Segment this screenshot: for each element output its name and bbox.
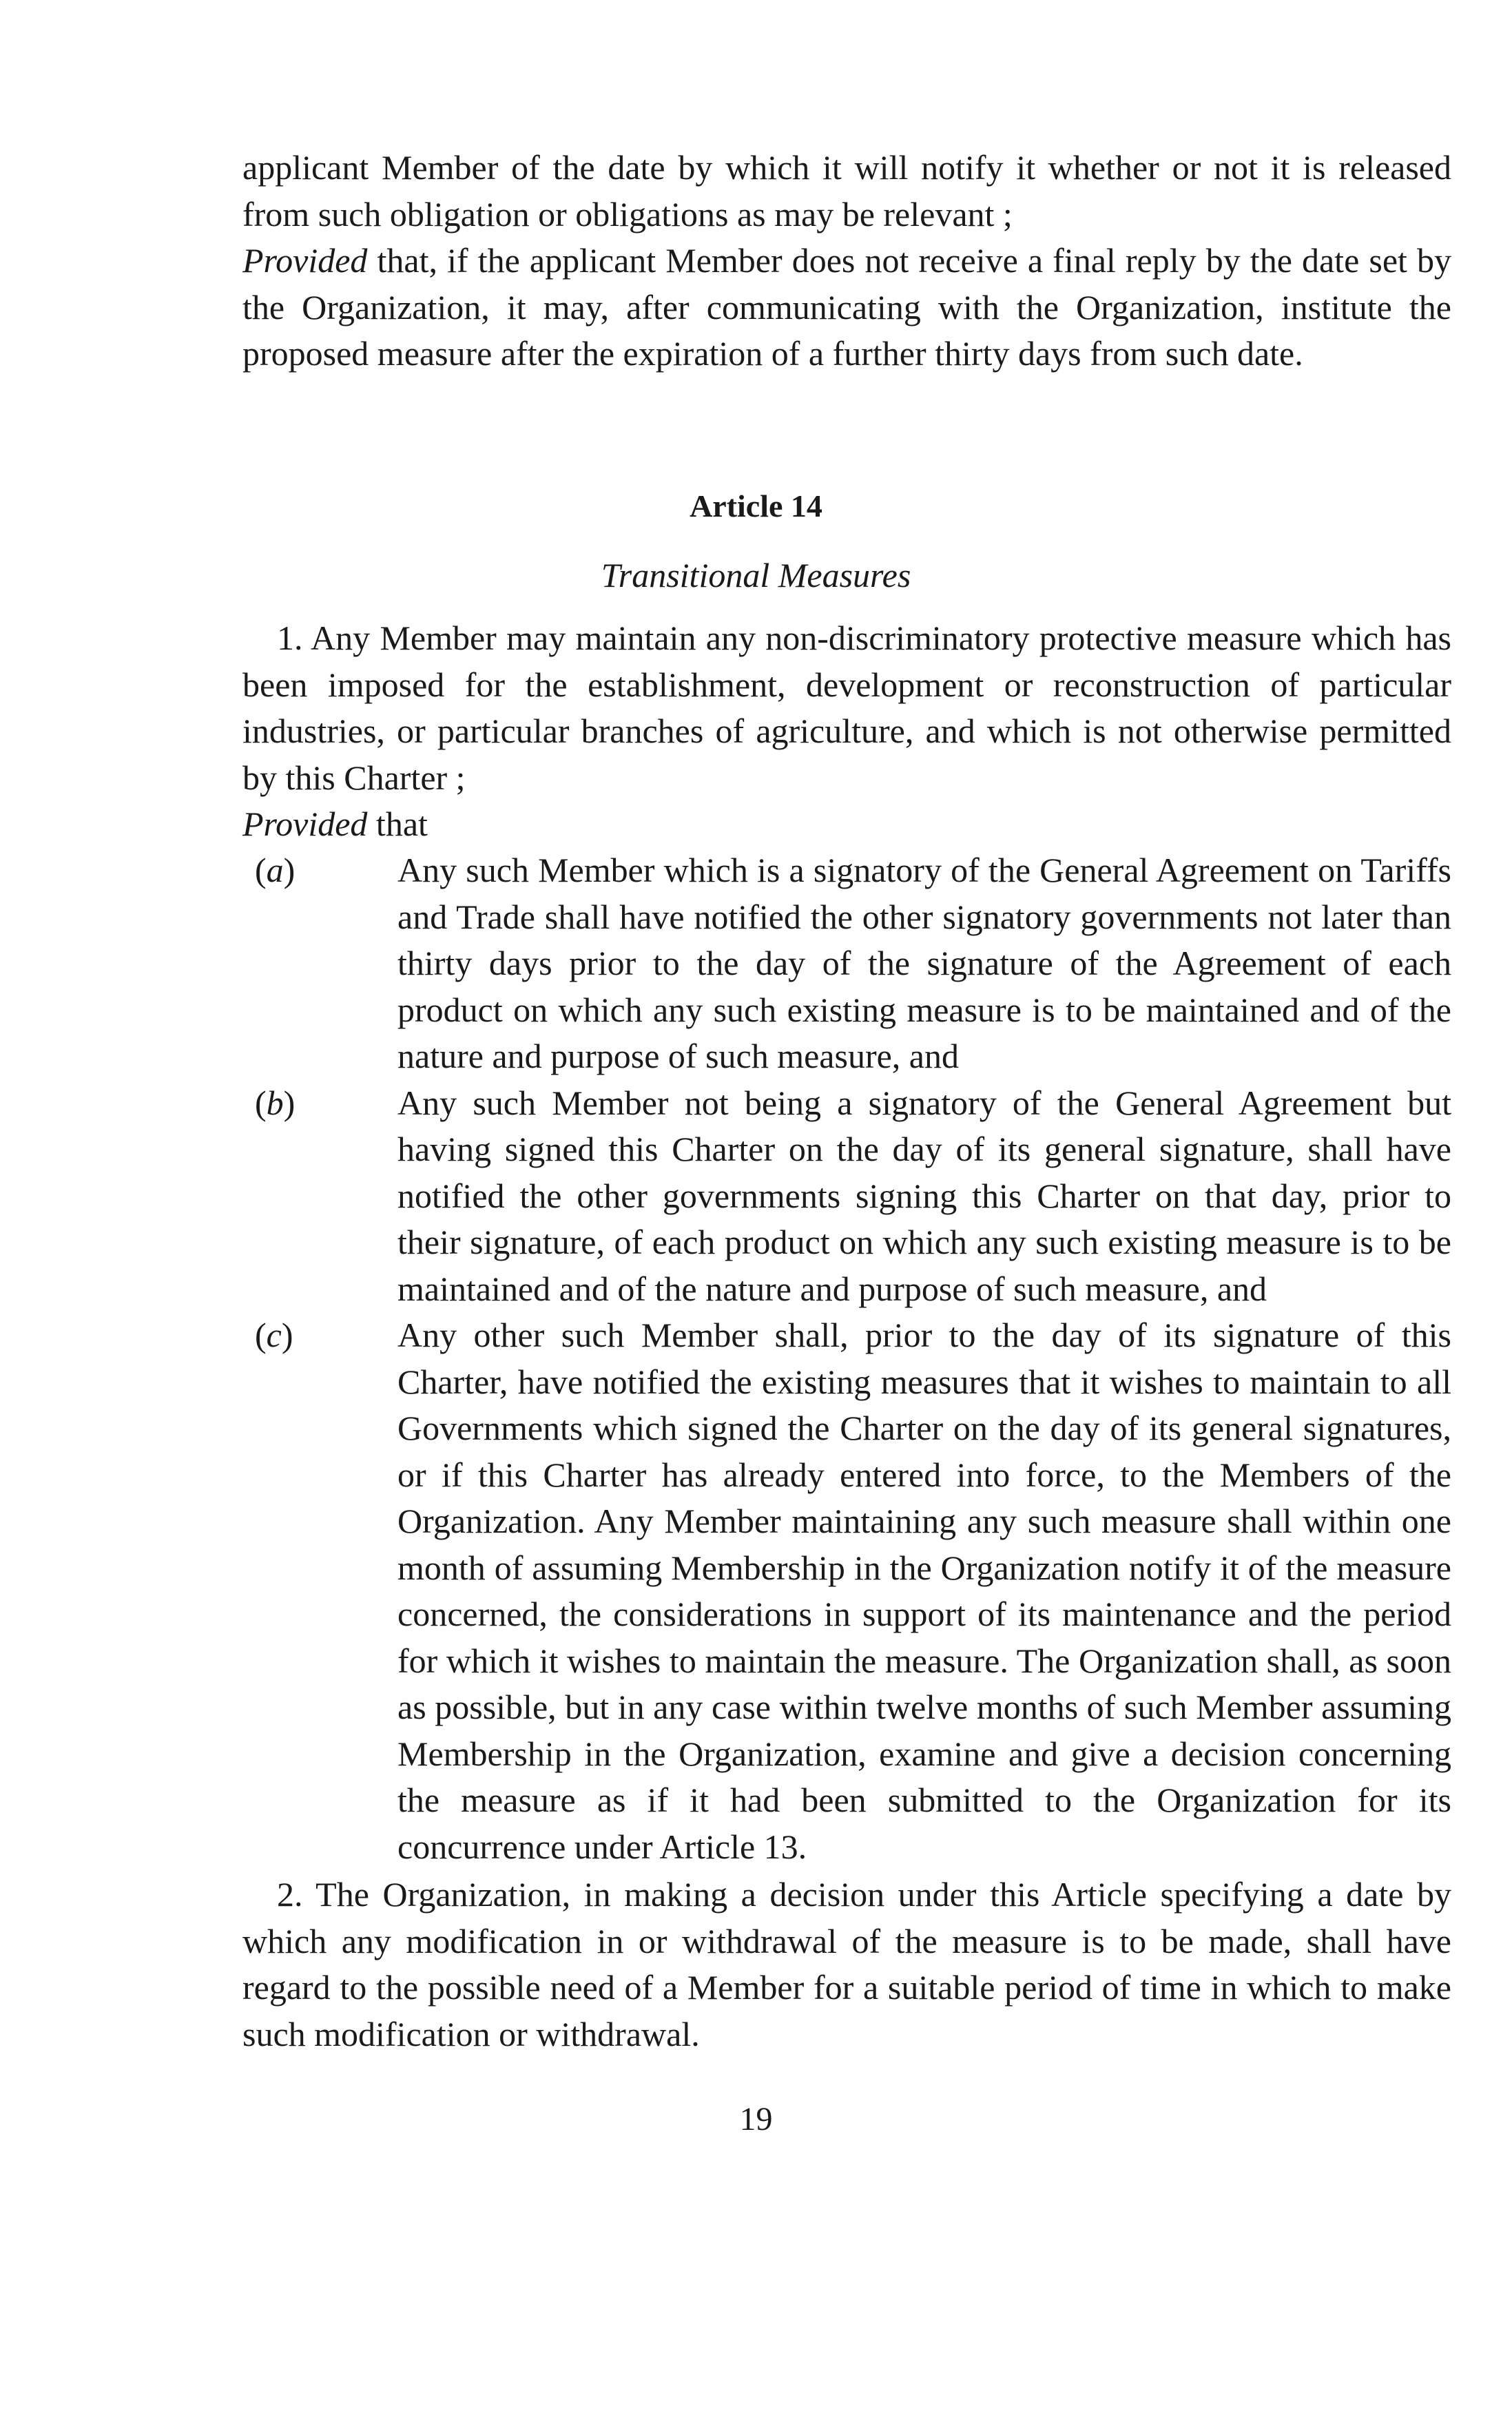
article-title: Article 14 [690, 488, 822, 524]
paragraph-2-text: 2. The Organization, in making a decision under this Article specifying a date by which any modification in or withdrawal of the measure is to be made, shall have regard to the possible need of a Member for a suitable period of time in which to make such modification or withdrawal. [242, 1875, 1451, 2053]
subclause-a-marker: (a) [255, 851, 296, 889]
intro-provided-word: Provided [242, 241, 368, 280]
paragraph-1-provided-rest: that [367, 805, 428, 843]
paragraph-1-text: 1. Any Member may maintain any non-discriminatory protective measure which has been imposed for the establishment, development or reconstruction of particular industries, or particular branches of agriculture, and which is not otherwise permitted by this Charter ; [242, 619, 1451, 797]
intro-provided-rest: that, if the applicant Member does not receive a final reply by the date set by the Organization, it may, after communicating with the Organization, institute the proposed measure after the expiration of a further thirty days from such date. [242, 241, 1451, 373]
subclause-c-marker: (c) [255, 1316, 293, 1354]
subclause-b-text: Any such Member not being a signatory of the General Agreement but having signed this Charter on the day of its general signature, shall have notified the other governments signing this Charter on that day, prior to their signature, of each product on which any such existing measure is to be maintained and of the nature and purpose of such measure, and [397, 1083, 1451, 1308]
subclause-a-text: Any such Member which is a signatory of the General Agreement on Tariffs and Trade shall have notified the other signatory governments not later than thirty days prior to the day of the signature of the Agreement of each product on which any such existing measure is to be maintained and of the nature and purpose of such measure, and [397, 851, 1451, 1075]
subclause-c [242, 1312, 1451, 1870]
subclause-a [242, 847, 1451, 1080]
subclause-b [242, 1080, 1451, 1313]
subclause-b-marker: (b) [255, 1083, 296, 1122]
subclause-c-text: Any other such Member shall, prior to the day of its signature of this Charter, have notified the existing measures that it wishes to maintain to all Governments which signed the Charter on the day of its general signatures, or if this Charter has already entered into force, to the Members of the Organization. Any Member maintaining any such measure shall within one month of assuming Membership in the Organization notify it of the measure concerned, the considerations in support of its maintenance and the period for which it wishes to maintain the measure. The Organization shall, as soon as possible, but in any case within twelve months of such Member assuming Membership in the Organization, examine and give a decision concerning the measure as if it had been submitted to the Organization for its concurrence under Article 13. [397, 1316, 1451, 1866]
subclause-list [242, 847, 1451, 1870]
article-subtitle: Transitional Measures [601, 556, 911, 594]
intro-paragraph [242, 145, 1451, 377]
intro-text: applicant Member of the date by which it will notify it whether or not it is released from such obligation or obligations as may be relevant ; [242, 148, 1451, 234]
page-number: 19 [739, 2101, 773, 2137]
paragraph-1-provided-word: Provided [242, 805, 368, 843]
paragraph-1 [242, 615, 1451, 848]
paragraph-2 [242, 1872, 1451, 2058]
